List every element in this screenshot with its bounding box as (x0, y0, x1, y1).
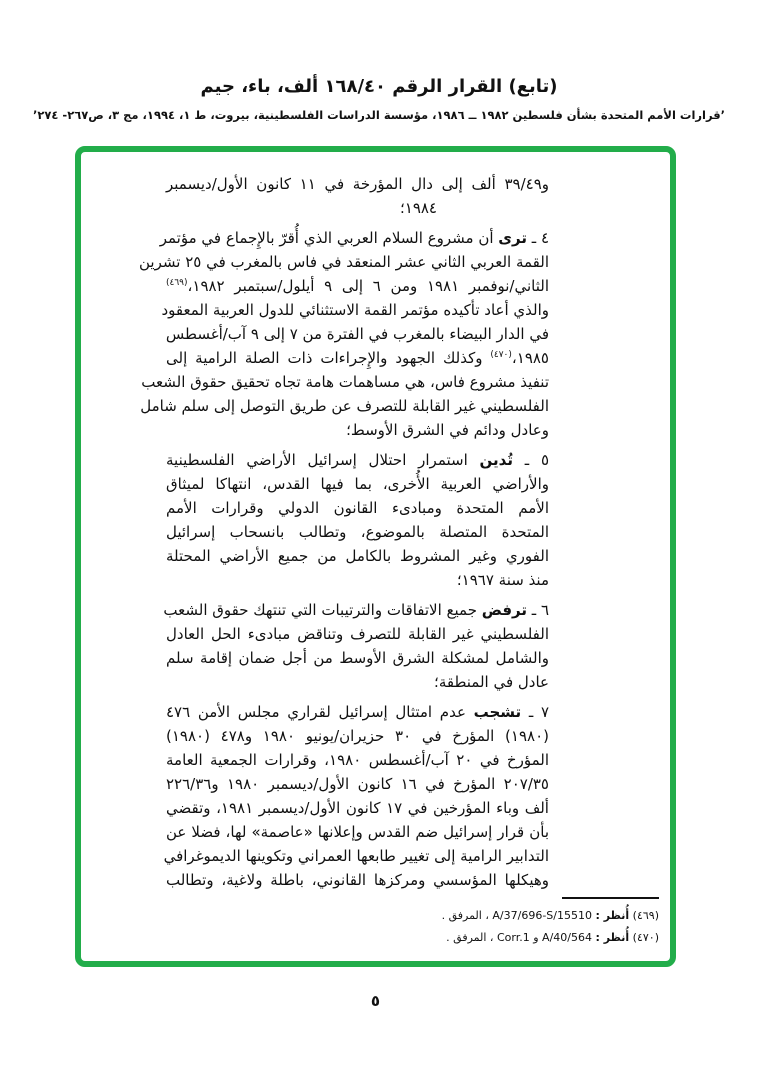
text-line: المؤرخ في ٢٠ آب/أغسطس ١٩٨٠، وقرارات الجمعية العامة (166, 751, 550, 769)
text-line: منذ سنة ١٩٦٧؛ (456, 571, 549, 589)
source-citation-line: ’قرارات الأمم المتحدة بشأن فلسطين ١٩٨٢ ــ ١٩٨٦، مؤسسة الدراسات الفلسطينية، بيروت، ط ١، ١٩٩٤، مج ٣، ص٢٦٧- ٢٧٤’ (32, 108, 726, 122)
text-line: تنفيذ مشروع فاس، هي مساهمات هامة تجاه تحقيق حقوق الشعب (141, 373, 549, 391)
text-line: القمة العربي الثاني عشر المنعقد في فاس بالمغرب في ٢٥ تشرين (139, 253, 549, 271)
footnote-ref: (٤٧٠) (490, 350, 512, 360)
resolution-text-body (81, 152, 670, 892)
text-line: والأراضي العربية الأُخرى، بما فيها القدس، انتهاكا لميثاق (166, 475, 549, 493)
text-line: و٣٩/٤٩ ألف إلى دال المؤرخة في ١١ كانون الأول/ديسمبر (166, 175, 549, 193)
footnote-item: (٤٦٩) أُنظر : A/37/696-S/15510 ، المرفق . (441, 909, 659, 922)
text-line: عادل في المنطقة؛ (434, 673, 549, 691)
emphasized-word: أُنظر : (595, 931, 630, 944)
emphasized-word: تشجب (473, 703, 522, 721)
text-line: وهيكلها المؤسسي ومركزها القانوني، باطلة ولاغية، وتطالب (166, 871, 549, 889)
text-line: ألف وباء المؤرخين في ١٧ كانون الأول/ديسمبر ١٩٨١، وتقضي (166, 799, 549, 817)
text-line: المتحدة المتصلة بالموضوع، وتطالب بانسحاب إسرائيل (166, 523, 549, 541)
text-line: الفوري وغير المشروط بالكامل من جميع الأراضي المحتلة (166, 547, 549, 565)
footnotes-block (442, 897, 659, 949)
paragraph-item-6 (163, 598, 549, 694)
text-line: الفلسطيني غير القابلة للتصرف عن طريق التوصل إلى سلم شامل (140, 397, 549, 415)
text-line: ٦ ـ ترفض جميع الاتفاقات والترتيبات التي تنتهك حقوق الشعب (163, 601, 549, 619)
paragraph-item-7 (163, 700, 550, 892)
emphasized-word: ترى (498, 229, 527, 247)
text-line: وعادل ودائم في الشرق الأوسط؛ (346, 421, 549, 439)
text-line: والشامل لمشكلة الشرق الأوسط من أجل ضمان إقامة سلم (166, 649, 549, 667)
paragraph-item-5 (166, 448, 549, 592)
text-line: ٥ ـ تُدين استمرار احتلال إسرائيل الأراضي الفلسطينية (166, 451, 549, 469)
emphasized-word: تُدين (479, 451, 513, 469)
footnote-ref: (٤٦٩) (166, 278, 188, 288)
text-line: ٧ ـ تشجب عدم امتثال إسرائيل لقراري مجلس الأمن ٤٧٦ (166, 703, 549, 721)
text-line: والذي أعاد تأكيده مؤتمر القمة الاستثنائي للدول العربية المعقود (161, 301, 549, 319)
text-line: ٢٠٧/٣٥ المؤرخ في ١٦ كانون الأول/ديسمبر ١٩٨٠ و٢٢٦/٣٦ (166, 775, 549, 793)
paragraph-item-4 (139, 226, 549, 442)
paragraph-continuation (166, 172, 549, 220)
emphasized-word: ترفض (481, 601, 527, 619)
text-line: التدابير الرامية إلى تغيير طابعها العمراني وتكوينها الديموغرافي (163, 847, 549, 865)
footnote-separator-rule (562, 897, 659, 899)
text-line: الفلسطيني غير القابلة للتصرف وتناقض مبادىء الحل العادل (166, 625, 549, 643)
text-line: في الدار البيضاء بالمغرب في الفترة من ٧ إلى ٩ آب/أغسطس (165, 325, 549, 343)
text-line: بأن قرار إسرائيل ضم القدس وإعلانها «عاصمة» لها، فضلا عن (166, 823, 549, 841)
footnote-item: (٤٧٠) أُنظر : A/40/564 و Corr.1 ، المرفق . (446, 931, 659, 944)
page-title: (تابع) القرار الرقم ١٦٨/٤٠ ألف، باء، جيم (200, 76, 558, 97)
text-line: الأمم المتحدة ومبادىء القانون الدولي وقرارات الأمم (166, 499, 549, 517)
text-line: ٤ ـ ترى أن مشروع السلام العربي الذي أُقرّ بالإِجماع في مؤتمر (159, 229, 549, 247)
emphasized-word: أُنظر : (595, 909, 630, 922)
text-line: ١٩٨٤؛ (399, 199, 437, 217)
text-line: ١٩٨٥،$^{(٤٧٠)}$ وكذلك الجهود والإِجراءات ذات الصلة الرامية إلى (166, 349, 549, 367)
text-line: (١٩٨٠) المؤرخ في ٣٠ حزيران/يونيو ١٩٨٠ و٤٧٨ (١٩٨٠) (166, 727, 549, 745)
page-number: ٥ (370, 992, 381, 1010)
text-line: الثاني/نوفمبر ١٩٨١ ومن ٦ إلى ٩ أيلول/سبتمبر ١٩٨٢،$^{(٤٦٩)}$ (166, 277, 549, 295)
green-content-frame (75, 146, 676, 967)
footnote-list (442, 905, 659, 949)
